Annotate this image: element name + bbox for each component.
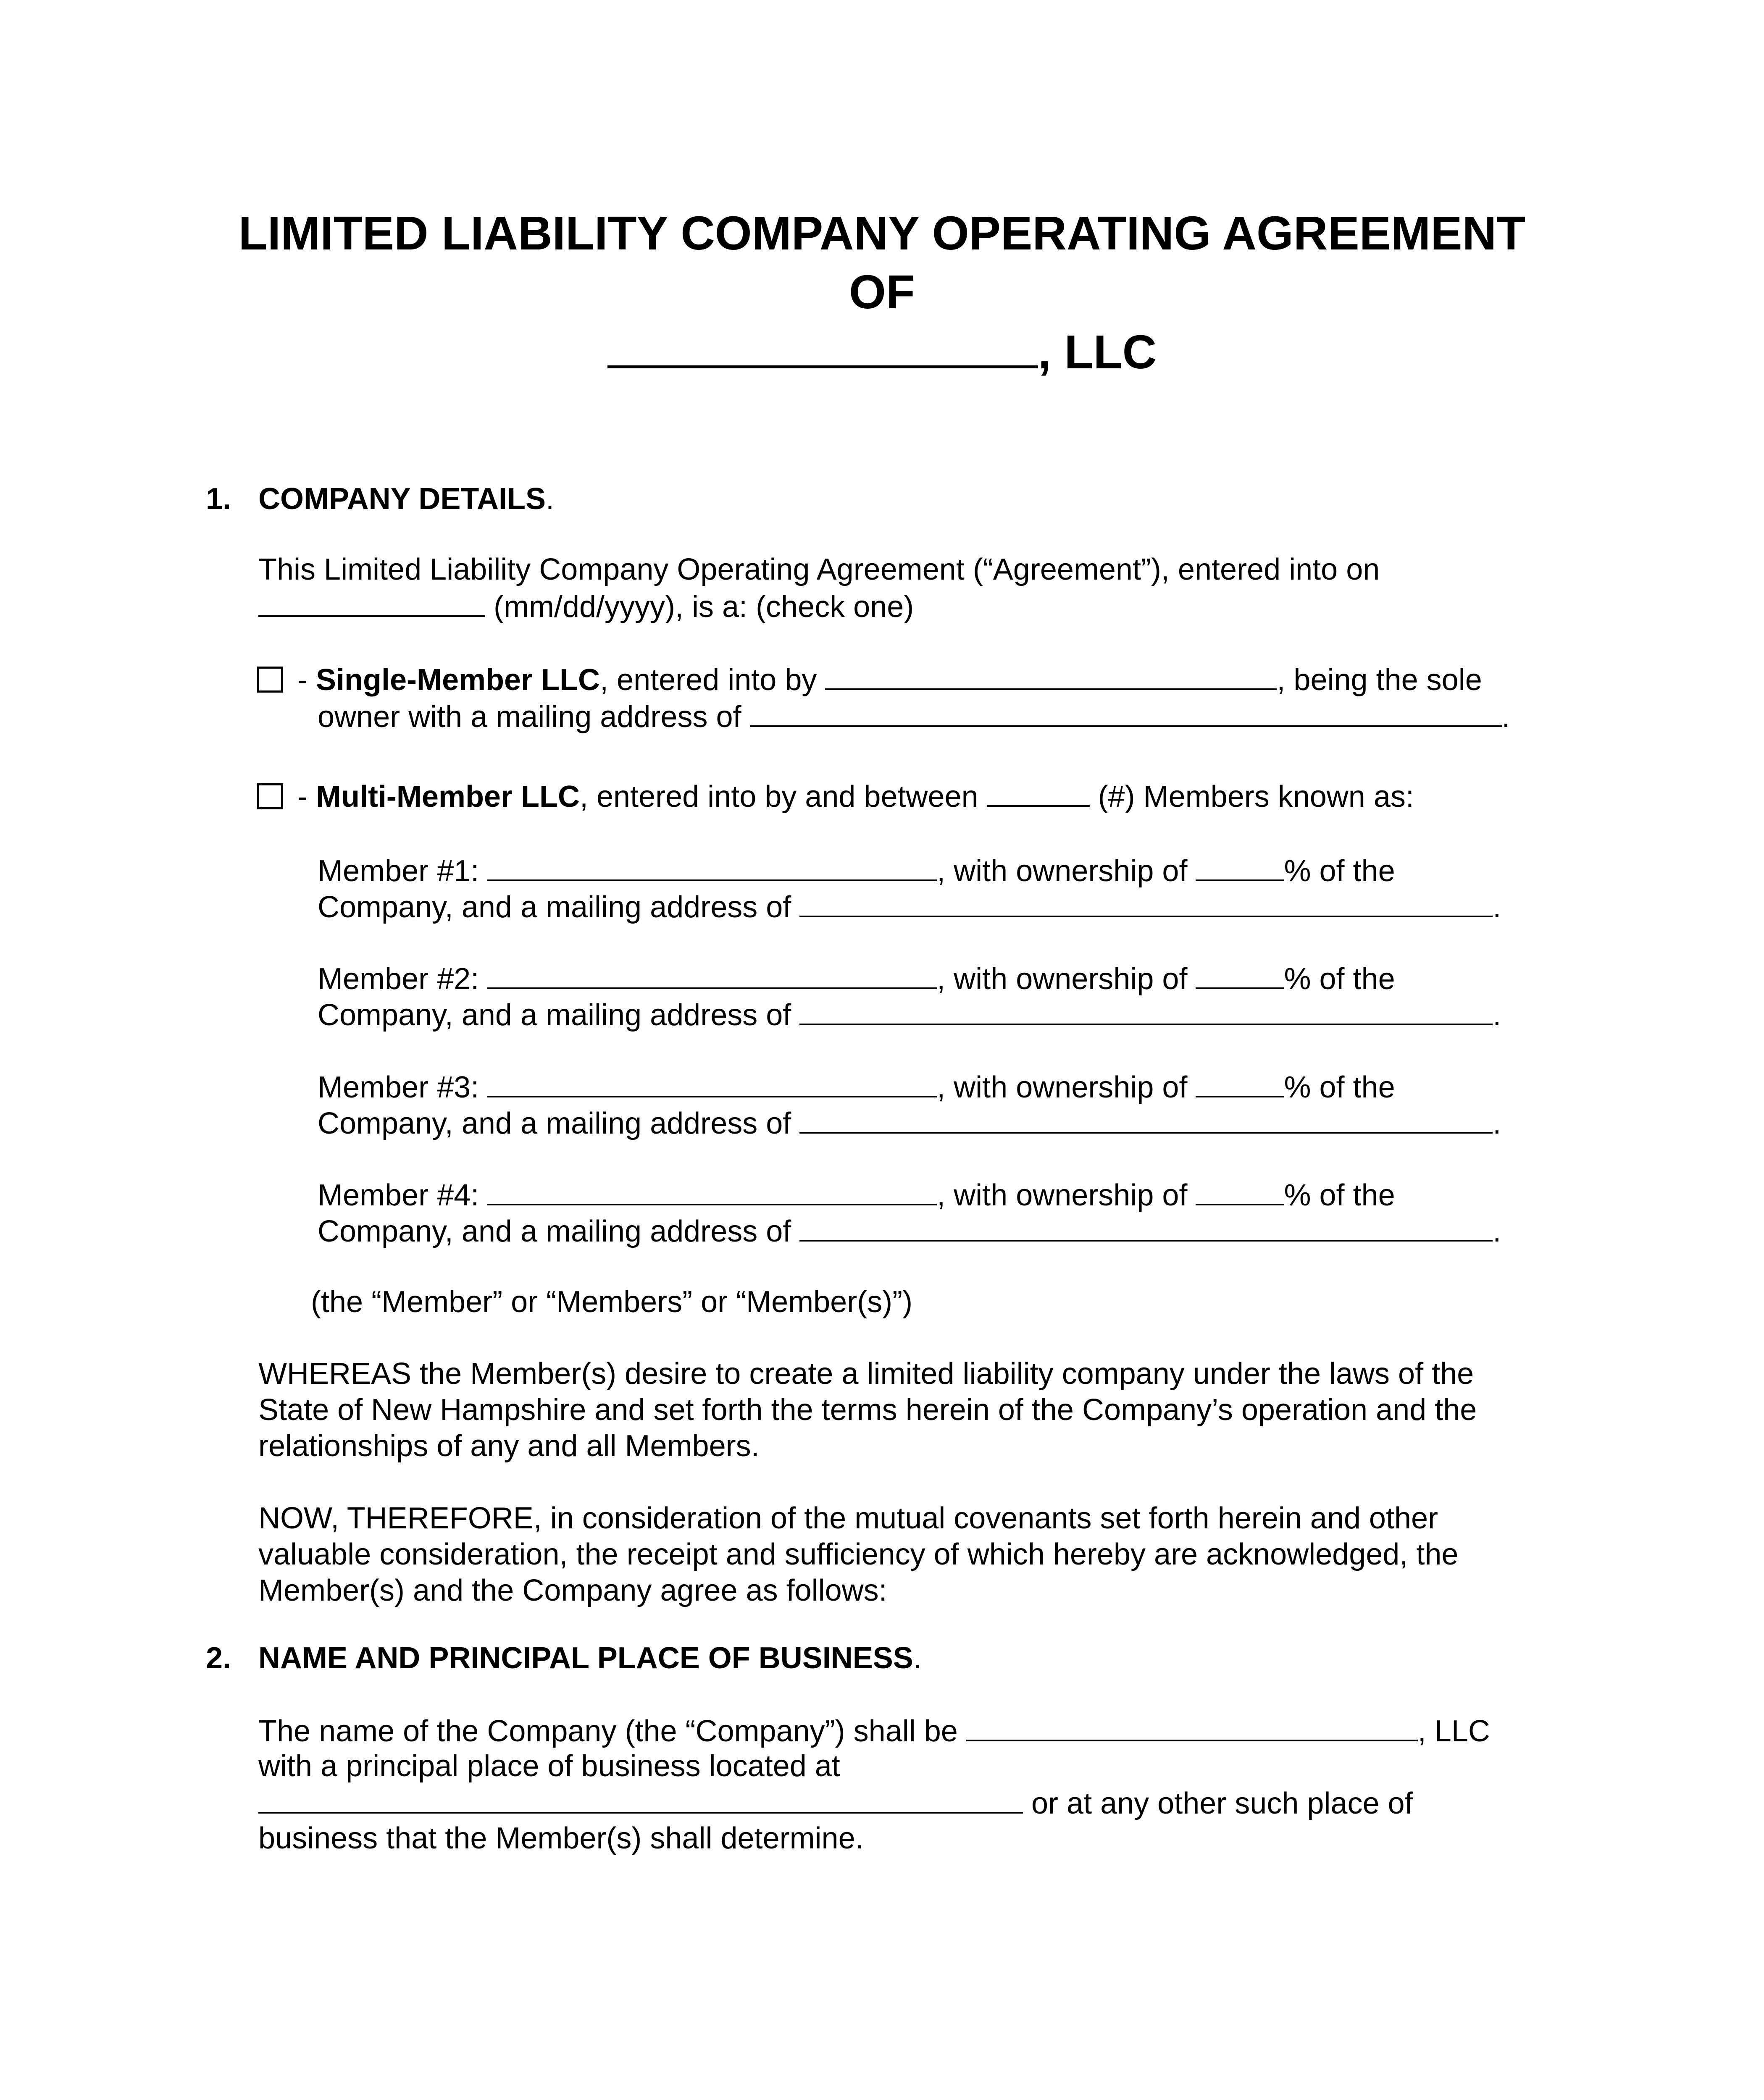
member-ownership-blank[interactable] — [1196, 1068, 1284, 1097]
section-1-title: COMPANY DETAILS — [258, 482, 546, 516]
principal-address-blank[interactable] — [258, 1784, 1023, 1814]
member-address-blank[interactable] — [799, 996, 1493, 1025]
llc-name-blank[interactable] — [607, 323, 1038, 368]
members-definition: (the “Member” or “Members” or “Member(s)”) — [311, 1285, 913, 1319]
principal-place-line: with a principal place of business located at — [258, 1749, 840, 1783]
agreement-date-blank[interactable] — [258, 588, 485, 617]
principal-address-line: or at any other such place of — [258, 1784, 1413, 1822]
section-2-heading: 2. NAME AND PRINCIPAL PLACE OF BUSINESS. — [206, 1640, 922, 1676]
document-title: LIMITED LIABILITY COMPANY OPERATING AGREEMENT — [238, 207, 1526, 260]
multi-member-label: Multi-Member LLC — [315, 780, 580, 814]
company-name-blank[interactable] — [966, 1712, 1418, 1741]
member-address-blank[interactable] — [799, 888, 1493, 917]
member-name-blank[interactable] — [487, 960, 937, 989]
member-count-blank[interactable] — [987, 777, 1090, 807]
member-ownership-blank[interactable] — [1196, 852, 1284, 881]
document-title-of: OF — [849, 265, 915, 318]
document-page: LIMITED LIABILITY COMPANY OPERATING AGREEMENT OF , LLC 1. COMPANY DETAILS. This Limited Liability Company Operating Agreement (“Agreement”), entered into on (mm/dd/yyyy), is a: (check one) - Single-Member LLC, entered into by , being the sole owner with a mailing address of . - Multi-Member LLC, entered into by and between (#) Members known as: Member #1: , with ownership of % of the Company, and a mailing address of . Member #2: , with ownership of % of the Company, and a mailing address of . Member #3: , with ownership of % of the Company, and a mailing address of . Member #4: , with ownership of % of the Company, and a mailing address of . (the “Member” or “Members” or “Member(s)”) WHEREAS the Member(s) desire to create a limited liability company under the laws of the State of New Hampshire and set forth the terms herein of the Company’s operation and the relationships of any and all Members. NOW, THEREFORE, in consideration of the mutual covenants set forth herein and other valuable consideration, the receipt and sufficiency of which hereby are acknowledged, the Member(s) and the Company agree as follows: 2. NAME AND PRINCIPAL PLACE OF BUSINESS. The name of the Company (the “Company”) shall be , LLC with a principal place of business located at or at any other such place of business that the Member(s) shall determine. — [0, 0, 1764, 2100]
agreement-intro-line2: (mm/dd/yyyy), is a: (check one) — [258, 588, 914, 625]
section-2-number: 2. — [206, 1641, 231, 1675]
single-member-checkbox[interactable] — [257, 667, 283, 693]
member-label: Member #2: — [318, 962, 488, 996]
llc-name-line — [0, 323, 1764, 379]
member-name-blank[interactable] — [487, 1176, 937, 1205]
member-address-blank[interactable] — [799, 1212, 1493, 1242]
member-ownership-blank[interactable] — [1196, 1176, 1284, 1205]
multi-member-checkbox[interactable] — [257, 783, 283, 809]
llc-suffix: , LLC — [1038, 326, 1157, 378]
section-2-title: NAME AND PRINCIPAL PLACE OF BUSINESS — [258, 1641, 913, 1675]
member-ownership-blank[interactable] — [1196, 960, 1284, 989]
single-member-name-blank[interactable] — [825, 661, 1277, 690]
section-1-heading: 1. COMPANY DETAILS. — [206, 481, 554, 517]
single-member-line1: - Single-Member LLC, entered into by , being the sole — [297, 661, 1482, 698]
multi-member-line1: - Multi-Member LLC, entered into by and between (#) Members known as: — [297, 777, 1414, 815]
single-member-label: Single-Member LLC — [315, 663, 600, 697]
member-name-blank[interactable] — [487, 852, 937, 881]
section-1-number: 1. — [206, 482, 231, 516]
member-address-blank[interactable] — [799, 1104, 1493, 1134]
agreement-intro-line1: This Limited Liability Company Operating Agreement (“Agreement”), entered into on — [258, 553, 1380, 586]
member-label: Member #4: — [318, 1179, 488, 1212]
member-name-blank[interactable] — [487, 1068, 937, 1097]
company-name-line: The name of the Company (the “Company”) shall be , LLC — [258, 1712, 1490, 1749]
member-label: Member #1: — [318, 854, 488, 888]
member-label: Member #3: — [318, 1071, 488, 1104]
business-determine-line: business that the Member(s) shall determine. — [258, 1822, 864, 1855]
single-member-address-blank[interactable] — [750, 698, 1502, 727]
single-member-line2: owner with a mailing address of . — [318, 698, 1510, 735]
